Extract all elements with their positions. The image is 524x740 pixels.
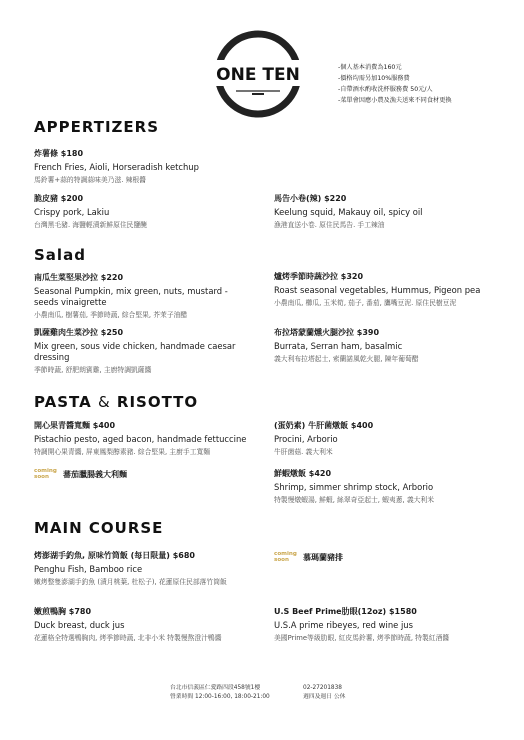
item-name: 鮮蝦燉飯 $420 xyxy=(274,469,332,478)
menu-item-pistachio-pasta xyxy=(34,420,254,457)
menu-item-duck-breast xyxy=(34,606,254,643)
menu-item-squid xyxy=(274,193,494,230)
risotto-word: RISOTTO xyxy=(116,393,199,411)
item-name: 爐烤季節時蔬沙拉 $320 xyxy=(274,272,364,281)
item-name: U.S Beef Prime肋眼(12oz) $1580 xyxy=(274,607,417,616)
item-chinese: 特製慢燉蝦湯, 鮮蝦, 絲翠奇亞起士, 蝦夷蔥, 義大利米 xyxy=(274,496,435,504)
item-name: 布拉塔蒙蘭燻火腿沙拉 $390 xyxy=(274,328,380,337)
coming-soon-badge: coming soon xyxy=(34,468,57,480)
logo-text: ONE TEN xyxy=(216,65,300,85)
item-chinese: 季節時蔬, 舒肥朗賓雞, 主廚特調凱薩醬 xyxy=(34,366,152,374)
section-appetizers-title: APPERTIZERS xyxy=(34,118,160,136)
item-name: 脆皮豬 $200 xyxy=(34,194,84,203)
coming-soon-pasta xyxy=(34,468,127,480)
footer-address: 台北市信義區仁愛路四段458號1樓 xyxy=(170,685,261,691)
coming-soon-item: 慕瑪蘭豬排 xyxy=(303,552,343,562)
item-chinese: 特調開心果青醬, 屏東鳳梨醇素豬. 綜合堅果, 主廚手工寬麵 xyxy=(34,448,211,456)
house-notes xyxy=(338,62,452,106)
section-main-course-title: MAIN COURSE xyxy=(34,519,164,537)
item-english: Penghu Fish, Bamboo rice xyxy=(34,564,143,574)
item-chinese: 小農南瓜, 樹薯茄, 季節時蔬, 綜合堅果, 芥茉子油醋 xyxy=(34,311,188,319)
footer-address-block xyxy=(170,684,270,702)
item-english: Roast seasonal vegetables, Hummus, Pigeon pea xyxy=(274,285,481,295)
item-english: Burrata, Serran ham, basalmic xyxy=(274,341,403,351)
item-english: Procini, Arborio xyxy=(274,434,338,444)
note-line: -價格均需另加10%服務費 xyxy=(338,75,410,82)
coming-soon-item: 蕃茄臘腸義大利麵 xyxy=(63,469,127,479)
note-line: -菜單會因應小農及漁夫送來不同食材更換 xyxy=(338,97,452,104)
item-name: 馬告小卷(辣) $220 xyxy=(274,194,347,203)
item-name: 炸薯條 $180 xyxy=(34,149,84,158)
footer-hours: 營業時間 12:00-16:00, 18:00-21:00 xyxy=(170,694,270,700)
item-chinese: 小農南瓜, 櫛瓜, 玉米筍, 茄子, 番茄, 鷹嘴豆泥. 原住民樹豆泥 xyxy=(274,299,457,307)
item-name: 開心果青醬寬麵 $400 xyxy=(34,421,116,430)
item-chinese: 義大利布拉塔起士, 索蘭諾風乾火腿, 陳年葡萄醋 xyxy=(274,355,419,363)
footer-closed: 週四及週日 公休 xyxy=(303,694,346,700)
item-english: Seasonal Pumpkin, mix green, nuts, mustard - seeds vinaigrette xyxy=(34,286,228,307)
pasta-word: PASTA xyxy=(34,393,92,411)
item-chinese: 漁港直送小卷. 原住民馬告. 手工辣油 xyxy=(274,221,385,229)
item-name: 烤澎湖手釣魚, 原味竹筒飯 (每日限量) $680 xyxy=(34,551,195,560)
item-name: 嫩煎鴨胸 $780 xyxy=(34,607,92,616)
item-chinese: 馬鈴薯+蒜的特調蒜味美乃滋. 辣根醬 xyxy=(34,176,146,184)
note-line: -個人基本消費為160元 xyxy=(338,64,402,71)
section-salad-title: Salad xyxy=(34,246,86,264)
item-english: Keelung squid, Makauy oil, spicy oil xyxy=(274,207,423,217)
menu-item-ribeye xyxy=(274,606,494,643)
item-chinese: 美國Prime等級肋眼, 紅皮馬鈴薯, 烤季節時蔬, 特製紅酒醬 xyxy=(274,634,450,642)
section-pasta-risotto-title xyxy=(34,393,198,411)
menu-item-penghu-fish xyxy=(34,550,254,587)
footer-phone: 02-27201838 xyxy=(303,685,342,691)
item-chinese: 牛肝菌菇. 義大利米 xyxy=(274,448,333,456)
item-english: Shrimp, simmer shrimp stock, Arborio xyxy=(274,482,434,492)
item-name: (蛋奶素) 牛肝菌燉飯 $400 xyxy=(274,421,374,430)
coming-soon-main xyxy=(274,551,343,563)
item-chinese: 花蓮格全特選鴨胸肉, 烤季節時蔬, 北非小米 特製慢熬澄汁鴨醬 xyxy=(34,634,222,642)
menu-item-burrata-salad xyxy=(274,327,494,364)
item-name: 南瓜生菜堅果沙拉 $220 xyxy=(34,273,124,282)
item-english: Mix green, sous vide chicken, handmade caesar dressing xyxy=(34,341,236,362)
menu-item-pumpkin-salad xyxy=(34,272,254,320)
menu-item-porcini-risotto xyxy=(274,420,494,457)
item-chinese: 台灣黑毛豬. 海鹽輕漬新鮮原住民鹽醃 xyxy=(34,221,148,229)
restaurant-logo xyxy=(212,28,304,120)
item-english: U.S.A prime ribeyes, red wine jus xyxy=(274,620,413,630)
menu-item-shrimp-risotto xyxy=(274,468,494,505)
menu-item-chicken-salad xyxy=(34,327,254,375)
footer-contact-block xyxy=(303,684,345,702)
ampersand: & xyxy=(97,393,111,411)
menu-item-fries xyxy=(34,148,254,185)
menu-item-pork xyxy=(34,193,254,230)
item-english: French Fries, Aioli, Horseradish ketchup xyxy=(34,162,199,172)
menu-item-roast-veg-salad xyxy=(274,271,494,308)
item-english: Pistachio pesto, aged bacon, handmade fettuccine xyxy=(34,434,247,444)
coming-soon-badge: coming soon xyxy=(274,551,297,563)
item-name: 凱薩雞肉生菜沙拉 $250 xyxy=(34,328,124,337)
item-english: Duck breast, duck jus xyxy=(34,620,125,630)
item-english: Crispy pork, Lakiu xyxy=(34,207,110,217)
note-line: -自帶酒水酌收洗杯服務費 50元/人 xyxy=(338,86,433,93)
item-chinese: 嫩烤整隻澎湖手釣魚 (漬月桃葉, 杜松子), 花蓮原住民部落竹筒飯 xyxy=(34,578,227,586)
